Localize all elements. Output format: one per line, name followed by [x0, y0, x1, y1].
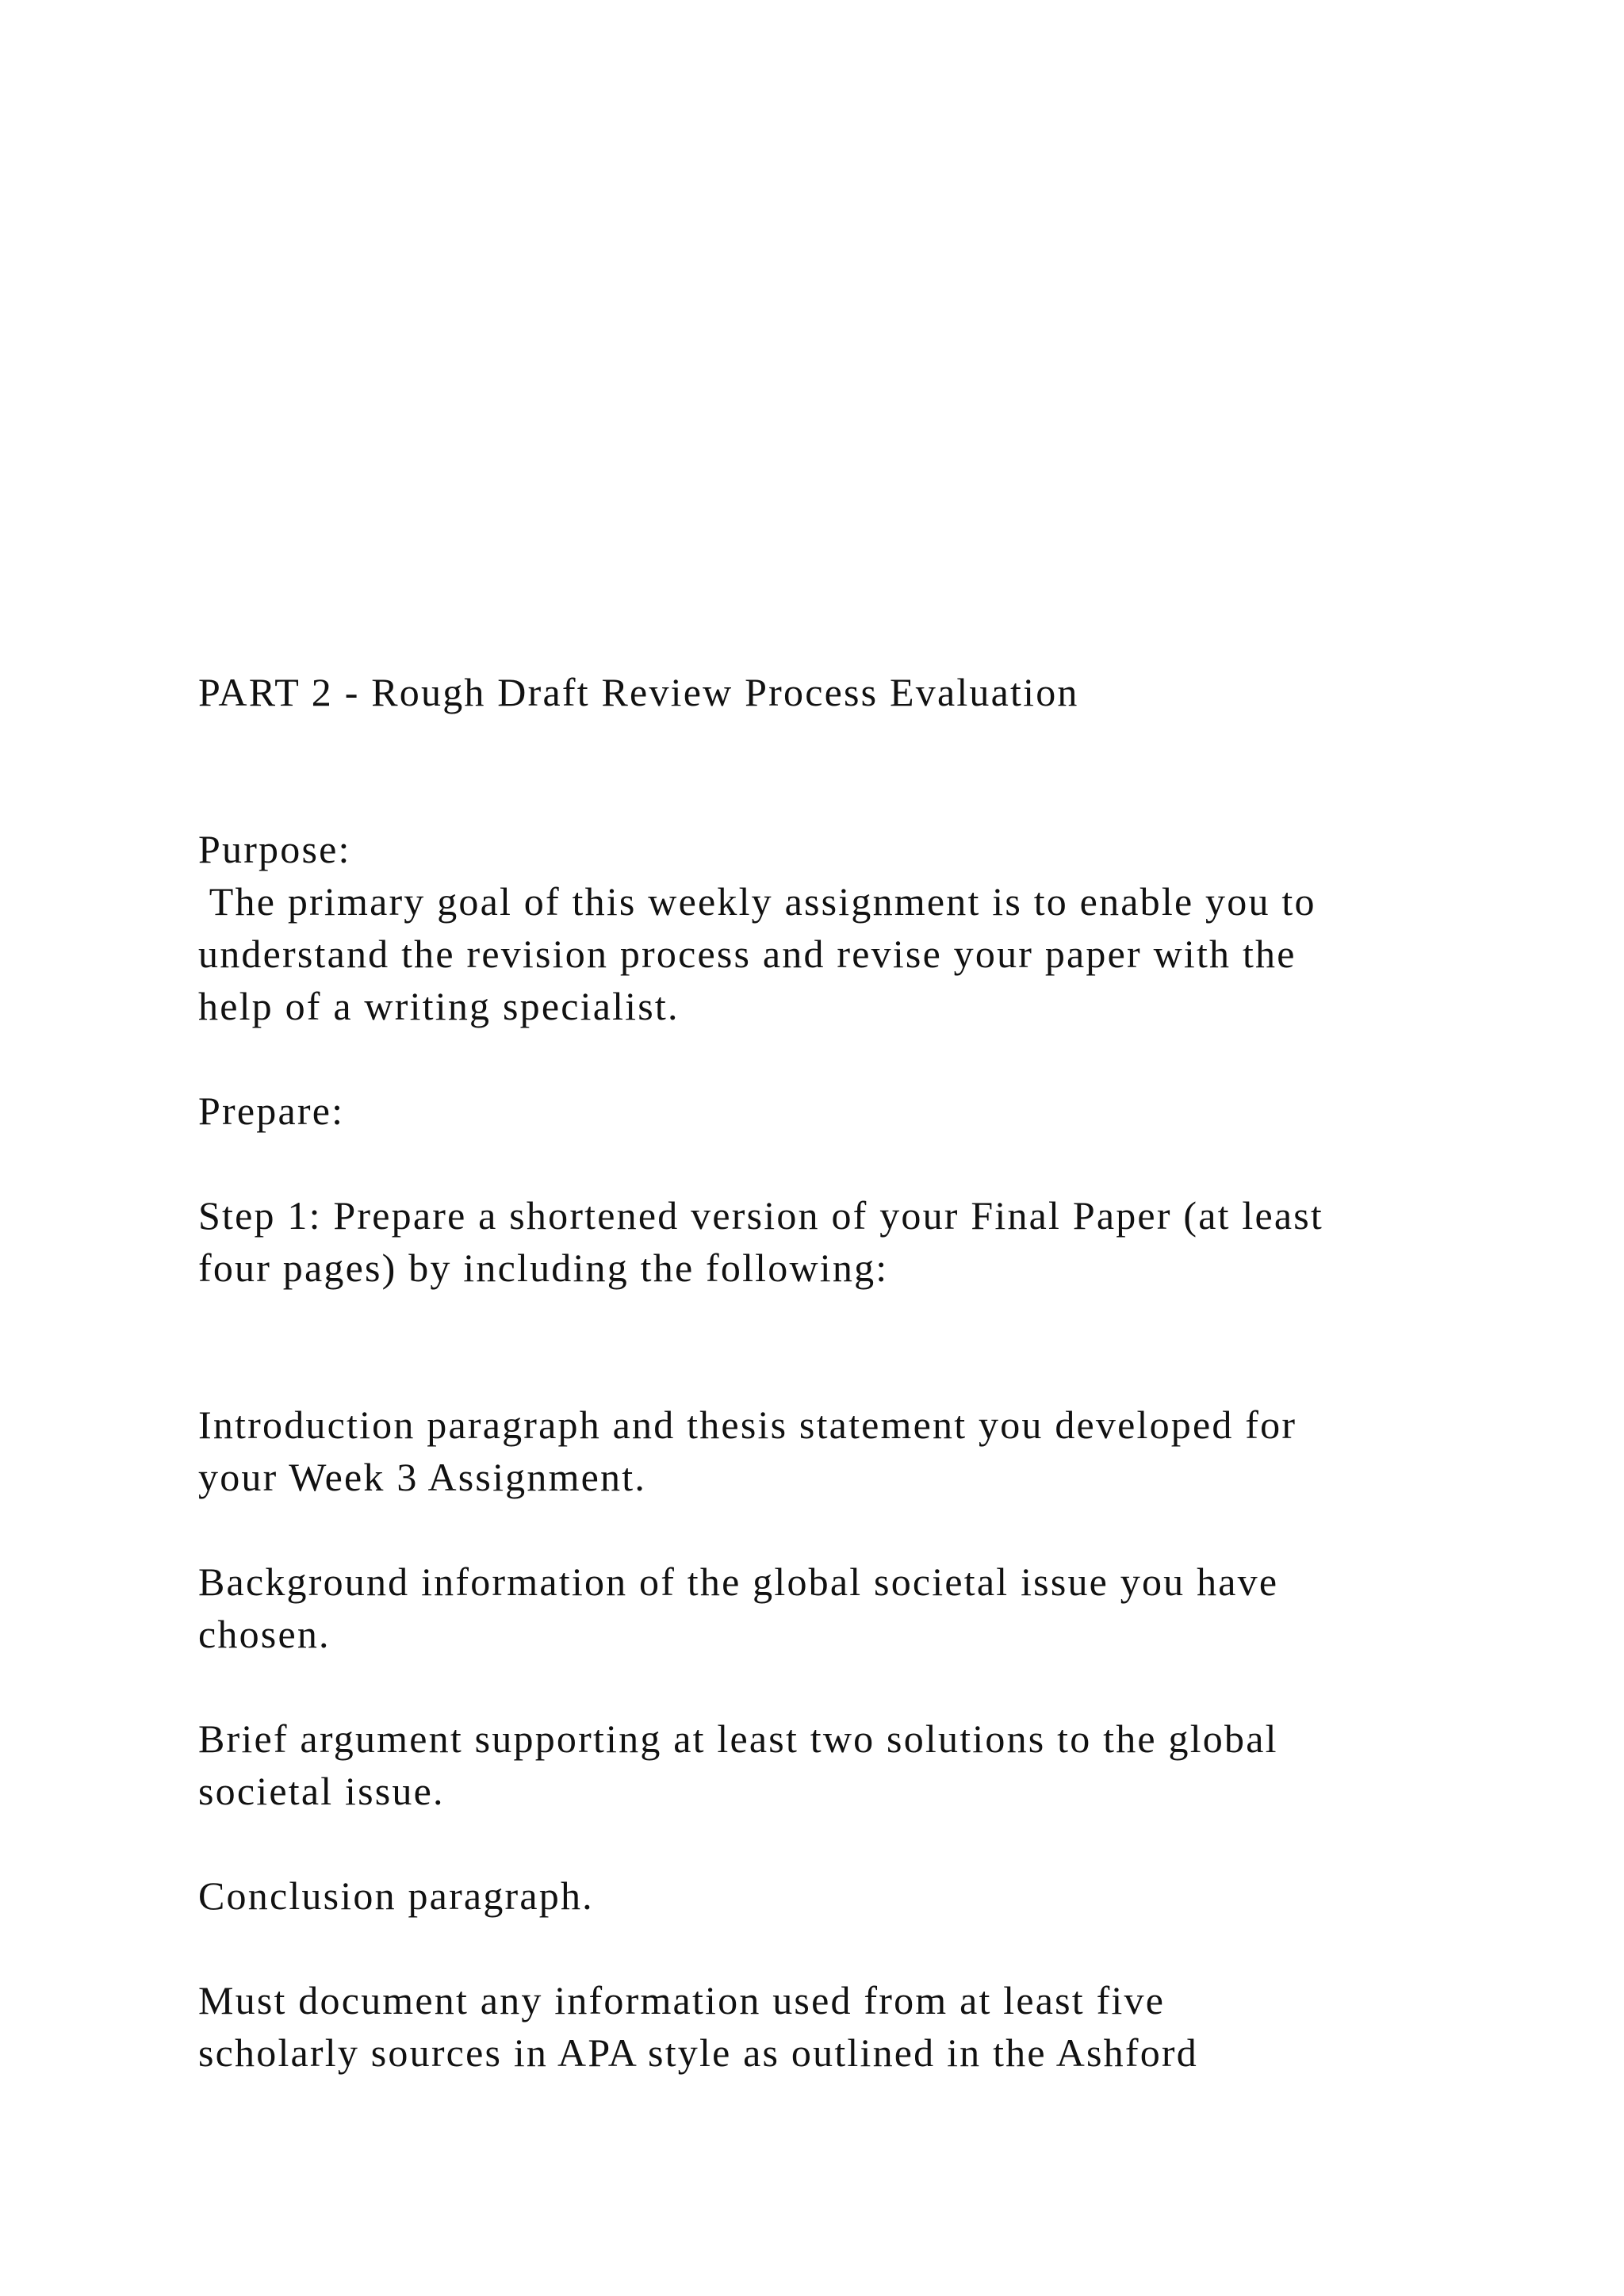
- step-1-line-2: four pages) by including the following:: [198, 1246, 889, 1290]
- list-item-sources-line-1: Must document any information used from at least five: [198, 1978, 1166, 2022]
- list-item-introduction-line-2: your Week 3 Assignment.: [198, 1455, 647, 1499]
- list-item-sources-line-2: scholarly sources in APA style as outlined in the Ashford: [198, 2030, 1198, 2075]
- list-item-argument-line-1: Brief argument supporting at least two solutions to the global: [198, 1716, 1278, 1761]
- document-title: PART 2 - Rough Draft Review Process Evaluation: [198, 670, 1079, 714]
- purpose-line-1: The primary goal of this weekly assignment is to enable you to: [198, 879, 1316, 924]
- step-1-line-1: Step 1: Prepare a shortened version of your Final Paper (at least: [198, 1193, 1324, 1238]
- list-item-argument-line-2: societal issue.: [198, 1769, 445, 1813]
- purpose-line-3: help of a writing specialist.: [198, 984, 680, 1028]
- list-item-background-line-2: chosen.: [198, 1612, 331, 1656]
- list-item-conclusion: Conclusion paragraph.: [198, 1873, 594, 1918]
- prepare-label: Prepare:: [198, 1089, 345, 1133]
- list-item-introduction-line-1: Introduction paragraph and thesis statement you developed for: [198, 1402, 1297, 1447]
- list-item-background-line-1: Background information of the global societal issue you have: [198, 1559, 1279, 1604]
- purpose-label: Purpose:: [198, 827, 351, 871]
- purpose-line-2: understand the revision process and revise your paper with the: [198, 932, 1297, 976]
